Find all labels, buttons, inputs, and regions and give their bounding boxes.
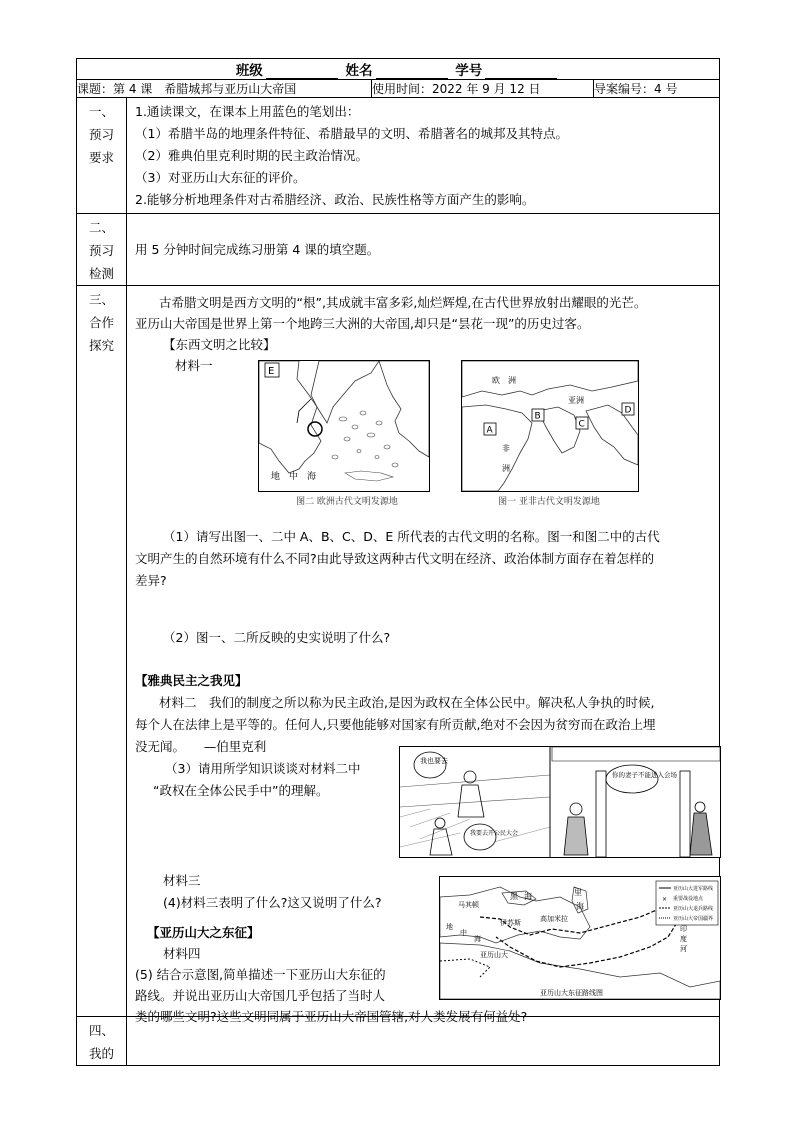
material-three-section bbox=[163, 870, 463, 914]
citizen-assembly-cartoon bbox=[400, 747, 720, 857]
material-two-line-3: 没无闻。 —伯里克利 bbox=[135, 739, 267, 754]
place-black-2: 海 bbox=[524, 892, 532, 901]
label-b: B bbox=[534, 411, 541, 422]
heading-alexander: 【亚历山大之东征】 bbox=[147, 925, 260, 940]
map-europe-figure bbox=[258, 360, 430, 492]
worksheet-table bbox=[76, 58, 720, 1066]
place-alexandria: 亚历山大 bbox=[480, 951, 508, 959]
class-blank[interactable] bbox=[266, 65, 338, 79]
question-2: （2）图一、二所反映的史实说明了什么? bbox=[163, 630, 391, 645]
bubble-1: 我也要去 bbox=[420, 757, 448, 765]
lesson-info-row bbox=[77, 80, 720, 98]
inquiry-area bbox=[127, 286, 719, 1024]
heading-athens: 【雅典民主之我见】 bbox=[135, 673, 248, 688]
section-cooperative-inquiry bbox=[77, 286, 720, 1017]
student-info-row bbox=[77, 59, 720, 80]
label-line: 预习 bbox=[88, 127, 114, 142]
plan-number: 导案编号：4 号 bbox=[594, 80, 720, 98]
use-date: 使用时间：2022 年 9 月 12 日 bbox=[372, 80, 594, 98]
label-line: 探究 bbox=[88, 338, 114, 353]
label-line: 检测 bbox=[88, 266, 114, 281]
label-europe: 欧 洲 bbox=[492, 376, 516, 385]
questions-1-2 bbox=[135, 526, 719, 592]
place-indus-2: 度 bbox=[680, 935, 687, 943]
section-content bbox=[127, 286, 720, 1024]
section-label bbox=[77, 98, 127, 214]
material-four-label: 材料四 bbox=[163, 946, 201, 961]
id-blank[interactable] bbox=[485, 65, 557, 79]
question-5-line-2: 路线。并说出亚历山大帝国几乎包括了当时人 bbox=[135, 988, 386, 1003]
material-one-label: 材料一 bbox=[175, 358, 213, 373]
bubble-2: 你的妻子不能进入会场 bbox=[612, 771, 677, 779]
label-asia: 亚洲 bbox=[568, 396, 584, 405]
label-line: 二、 bbox=[88, 220, 114, 235]
label-line: 我的 bbox=[88, 1046, 114, 1061]
asia-africa-map bbox=[462, 361, 638, 491]
section-label bbox=[77, 214, 127, 286]
map-caption: 亚历山大东征路线图 bbox=[540, 989, 603, 997]
legend-battles: 重要战役地点 bbox=[673, 896, 704, 902]
intro-alexander: 亚历山大帝国是世界上第一个地跨三大洲的大帝国,却只是“昙花一现”的历史过客。 bbox=[135, 316, 590, 331]
req-line: （2）雅典伯里克利时期的民主政治情况。 bbox=[135, 148, 368, 163]
place-indus-1: 印 bbox=[680, 925, 687, 933]
class-label: 班级 bbox=[235, 63, 263, 79]
label-africa-1: 非 bbox=[502, 444, 510, 453]
material-two-line-2: 每个人在法律上是平等的。任何人,只要他能够对国家有所贡献,绝对不会因为贫穷而在政治上埋 bbox=[135, 717, 656, 732]
section-preview-check bbox=[77, 214, 720, 286]
material-two-line-1: 材料二 我们的制度之所以称为民主政治,是因为政权在全体公民中。解决私人争执的时候, bbox=[159, 695, 655, 710]
label-line: 要求 bbox=[88, 150, 114, 165]
req-line: 2.能够分析地理条件对古希腊经济、政治、民族性格等方面产生的影响。 bbox=[135, 192, 535, 207]
place-med-1: 地 bbox=[446, 923, 453, 931]
section-content bbox=[127, 214, 720, 286]
label-line: 三、 bbox=[88, 292, 114, 307]
place-gaugamela: 高加米拉 bbox=[540, 915, 568, 923]
question-3-line-1: （3）请用所学知识谈谈对材料二中 bbox=[165, 761, 361, 776]
place-indus-3: 河 bbox=[680, 945, 687, 953]
place-macedon: 马其顿 bbox=[458, 901, 479, 909]
place-med-2: 中 bbox=[460, 929, 467, 937]
place-caspian-1: 里 bbox=[574, 888, 582, 897]
label-mediterranean: 地 中 海 bbox=[271, 472, 317, 482]
check-text: 用 5 分钟时间完成练习册第 4 课的填空题。 bbox=[135, 242, 380, 257]
label-e: E bbox=[268, 366, 275, 377]
legend-battle-mark: × bbox=[662, 896, 668, 903]
label-line: 合作 bbox=[88, 315, 114, 330]
bubble-3: 我要去开公民大会 bbox=[470, 830, 519, 837]
fig1-caption: 图一 亚非古代文明发源地 bbox=[498, 497, 600, 507]
question-4: (4)材料三表明了什么?这又说明了什么? bbox=[163, 895, 382, 910]
place-issus: 伊苏斯 bbox=[500, 919, 521, 927]
cartoon-figure bbox=[399, 746, 721, 858]
legend-retreat: 亚历山大退兵路线 bbox=[673, 906, 714, 912]
name-label: 姓名 bbox=[345, 63, 373, 79]
lesson-topic: 课题：第 4 课 希腊城邦与亚历山大帝国 bbox=[77, 80, 372, 98]
label-line: 四、 bbox=[88, 1023, 114, 1038]
section-label bbox=[77, 1017, 127, 1066]
label-line: 预习 bbox=[88, 243, 114, 258]
material-three-label: 材料三 bbox=[163, 873, 201, 888]
req-line: （3）对亚历山大东征的评价。 bbox=[135, 170, 306, 185]
legend-advance: 亚历山大进军路线 bbox=[673, 886, 714, 892]
label-africa-2: 洲 bbox=[502, 464, 510, 473]
id-label: 学号 bbox=[455, 63, 483, 79]
label-c: C bbox=[578, 419, 585, 430]
question-1-line-3: 差异? bbox=[135, 573, 167, 588]
alexander-section bbox=[135, 922, 725, 1027]
greece-map bbox=[259, 361, 429, 491]
question-5-line-1: (5) 结合示意图,简单描述一下亚历山大东征的 bbox=[135, 967, 386, 982]
name-blank[interactable] bbox=[376, 65, 448, 79]
place-black-1: 黑 bbox=[510, 892, 518, 901]
label-d: D bbox=[624, 405, 632, 416]
map-asia-africa-figure bbox=[461, 360, 639, 492]
heading-east-west: 【东西文明之比较】 bbox=[163, 337, 276, 352]
question-5-line-3: 类的哪些文明?这些文明同属于亚历山大帝国管辖,对人类发展有何益处? bbox=[135, 1009, 528, 1024]
section-preview-requirements bbox=[77, 98, 720, 214]
label-a: A bbox=[486, 425, 493, 436]
label-line: 一、 bbox=[88, 104, 114, 119]
worksheet bbox=[76, 58, 719, 1061]
fig2-caption: 图二 欧洲古代文明发源地 bbox=[296, 497, 398, 507]
intro-greece: 古希腊文明是西方文明的“根”,其成就丰富多彩,灿烂辉煌,在古代世界放射出耀眼的光芒。 bbox=[159, 295, 647, 310]
req-line: （1）希腊半岛的地理条件特征、希腊最早的文明、希腊著名的城邦及其特点。 bbox=[135, 126, 568, 141]
place-med-3: 海 bbox=[474, 935, 481, 943]
req-line: 1.通读课文，在课本上用蓝色的笔划出： bbox=[135, 104, 360, 119]
question-1-line-1: （1）请写出图一、二中 A、B、C、D、E 所代表的古代文明的名称。图一和图二中的古代 bbox=[163, 529, 660, 544]
question-1-line-2: 文明产生的自然环境有什么不同?由此导致这两种古代文明在经济、政治体制方面存在着怎样的 bbox=[135, 551, 655, 566]
question-3-line-2: “政权在全体公民手中”的理解。 bbox=[153, 783, 329, 798]
legend-border: 亚历山大帝国疆界 bbox=[673, 916, 714, 922]
place-caspian-2: 海 bbox=[576, 902, 584, 911]
section-content bbox=[127, 98, 720, 214]
section-label bbox=[77, 286, 127, 1017]
